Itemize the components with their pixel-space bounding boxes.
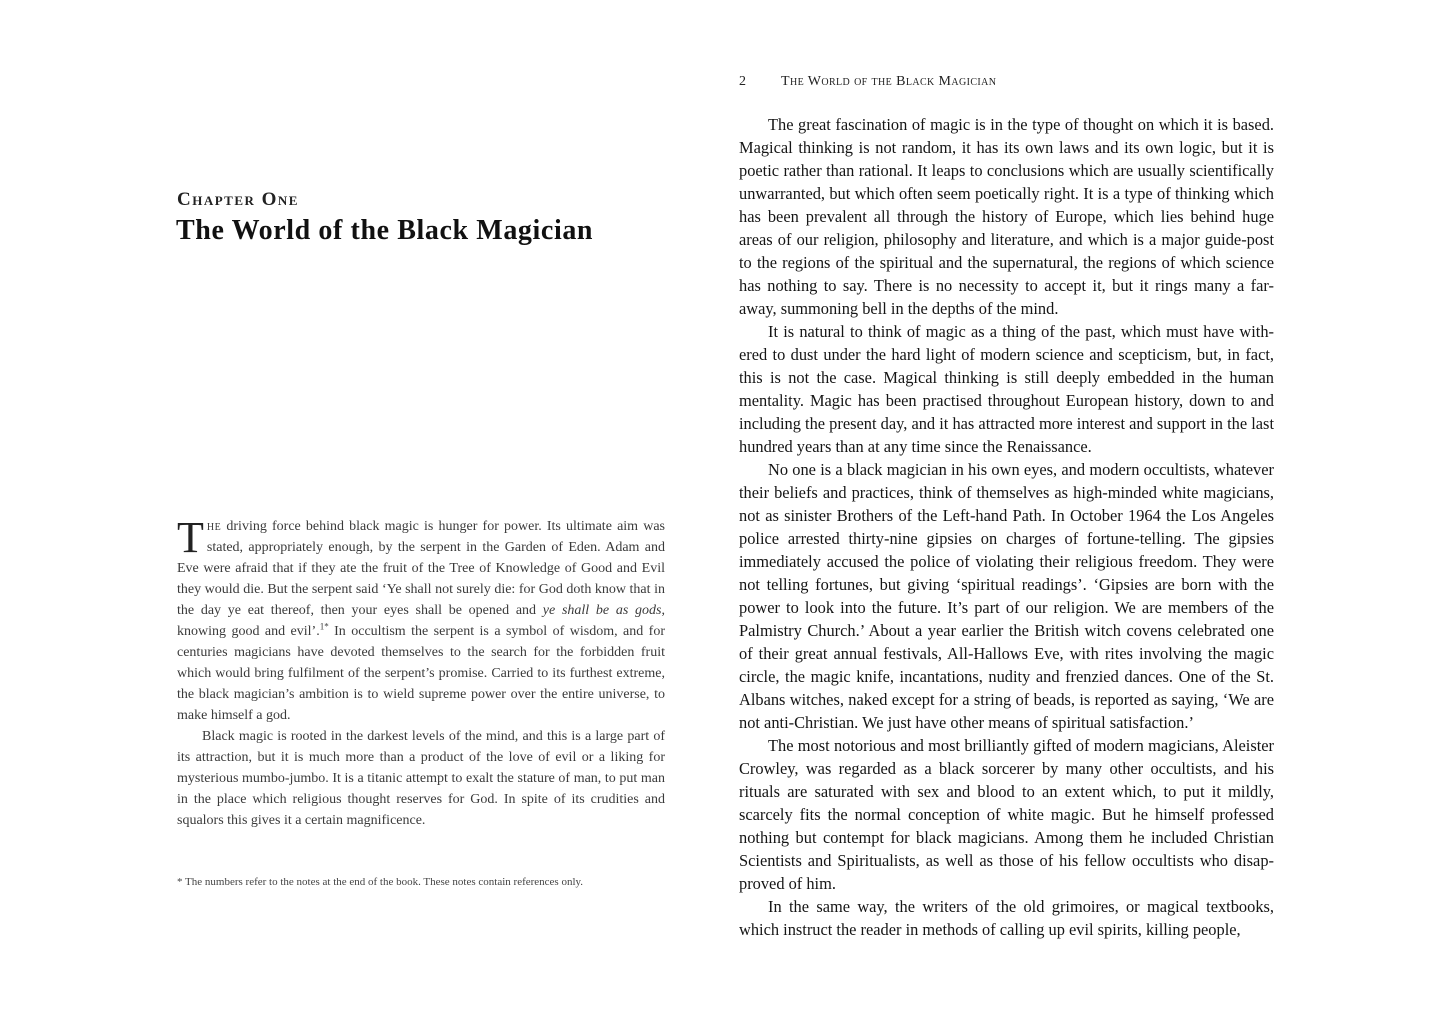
paragraph-text: driving force behind black magic is hunger for power. Its ultimate aim was stated, appropriately enough, by the serpent in the Garden of Eden. Adam and Eve were afraid that if they ate the fruit of the Tree of Knowledge of Good and Evil they would die. But the serpent said ‘Ye shall not surely die: for God doth know that in the day ye eat thereof, then your eyes shall be opened and bbox=[177, 519, 665, 618]
chapter-opening-text bbox=[177, 513, 665, 831]
paragraph bbox=[177, 513, 665, 726]
drop-cap: T bbox=[177, 513, 204, 562]
running-head bbox=[739, 74, 996, 90]
footnote-marker: 1* bbox=[319, 621, 329, 632]
chapter-label: Chapter One bbox=[177, 189, 299, 210]
page-number: 2 bbox=[739, 74, 746, 89]
paragraph: In the same way, the writers of the old grimoires, or magical textbooks, which instruct the reader in methods of calling up evil spirits, killing people, bbox=[739, 897, 1274, 939]
chapter-title: The World of the Black Magician bbox=[176, 215, 594, 246]
paragraph-text: , knowing good and evil’. bbox=[177, 603, 665, 639]
italic-quote: ye shall be as gods bbox=[542, 603, 662, 618]
paragraph: Black magic is rooted in the darkest levels of the mind, and this is a large part of its attraction, but it is much more than a product of the love of evil or a liking for mysterious mumbo-jumbo. It is a titanic attempt to exalt the stature of man, to put man in the place which religious thought reserves for God. In spite of its crudities and squalors this gives it a certain magnificence. bbox=[177, 729, 665, 828]
left-page bbox=[0, 0, 720, 1032]
right-page bbox=[722, 0, 1445, 1032]
paragraph-text: In occultism the serpent is a symbol of wisdom, and for centuries magicians have devoted themselves to the search for the forbidden fruit which would bring fulfilment of the serpent’s promise. Carried to its furthest extreme, the black magician’s ambition is to wield supreme power over the entire universe, to make himself a god. bbox=[177, 624, 665, 723]
paragraph: No one is a black magician in his own eyes, and modern occultists, whatever their beliefs and practices, think of themselves as high-minded white magicians, not as sinister Brothers of the Left-hand Path. In October 1964 the Los Angeles police arrested thirty-nine gipsies on charges of fortune-telling. The gipsies immediately accused the police of violating their religious freedom. They were not telling fortunes, but giving ‘spiritual readings’. ‘Gipsies are born with the power to look into the future. It’s part of our religion. We are members of the Palmistry Church.’ About a year earlier the British witch covens celebrated one of their great annual festivals, All-Hallows Eve, with rites involving the magic circle, the magic knife, incantations, nudity and frenzied dances. One of the St. Albans witches, naked except for a string of beads, is reported as saying, ‘We are not anti-Christian. We just have other means of spiritual satisfaction.’ bbox=[739, 460, 1274, 732]
body-text bbox=[739, 113, 1274, 941]
opening-small-caps: he bbox=[206, 519, 222, 534]
paragraph: The great fascination of magic is in the type of thought on which it is based. Magical thinking is not random, it has its own laws and its own logic, but it is poetic rather than rational. It leaps to conclusions which are usually scientifically unwarranted, but which often seem poetically right. It is a type of thinking which has been prevalent all through the history of Europe, which lies behind huge areas of our religion, philosophy and literature, and which is a major guide-post to the regions of the spiritual and the supernatural, the regions of which science has nothing to say. There is no necessity to accept it, but it rings many a far-away, summoning bell in the depths of the mind. bbox=[739, 115, 1274, 318]
paragraph: It is natural to think of magic as a thing of the past, which must have withered to dust under the hard light of modern science and scepticism, but, in fact, this is not the case. Magical thinking is still deeply embedded in the human mentality. Magic has been practised throughout European history, down to and including the present day, and it has attracted more interest and support in the last hundred years than at any time since the Renaissance. bbox=[739, 322, 1274, 456]
paragraph: The most notorious and most brilliantly gifted of modern magicians, Aleister Crowley, was regarded as a black sorcerer by many other occultists, and his rituals are saturated with sex and blood to an extent which, to put it mildly, scarcely fits the normal conception of white magic. But he himself professed nothing but contempt for black magicians. Among them he included Christian Scientists and Spiritualists, as well as those of his fellow occultists who disapproved of him. bbox=[739, 736, 1274, 893]
footnote: * The numbers refer to the notes at the end of the book. These notes contain references only. bbox=[177, 876, 584, 888]
running-head-title: The World of the Black Magician bbox=[781, 74, 997, 89]
